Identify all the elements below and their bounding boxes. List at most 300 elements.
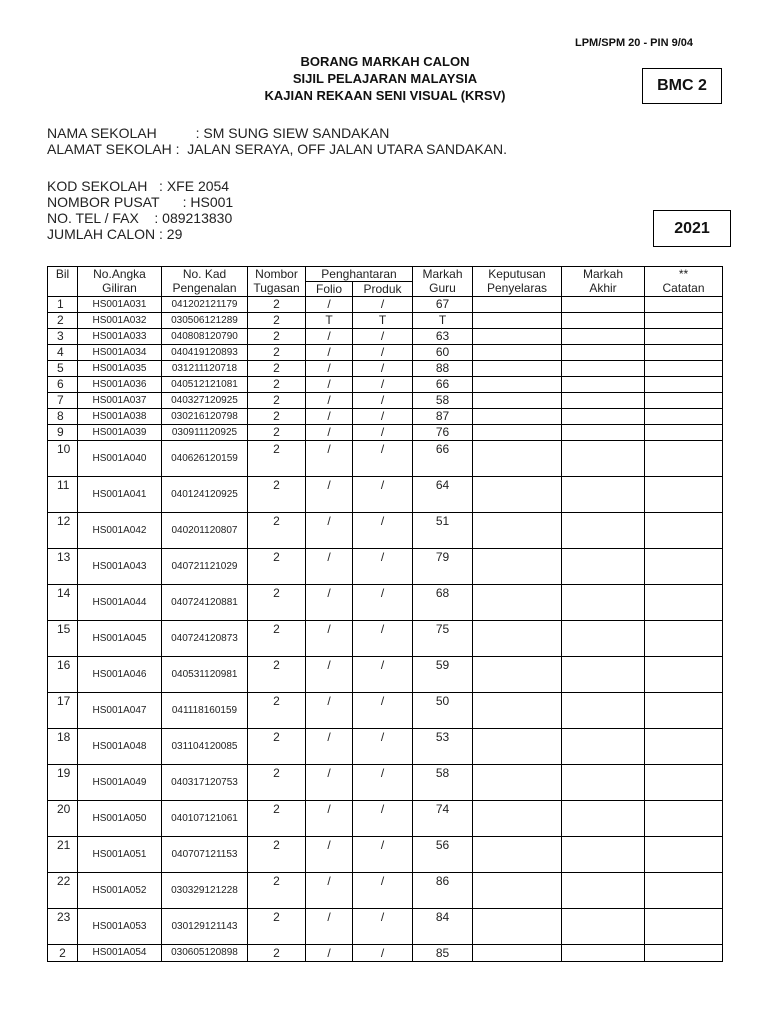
candidate-count-value: 29 (162, 226, 183, 242)
angka-giliran-cell: HS001A037 (78, 393, 162, 409)
produk-cell: / (353, 329, 413, 345)
tel-fax-label: NO. TEL / FAX : (47, 210, 159, 226)
title-line-1: BORANG MARKAH CALON (300, 54, 470, 69)
keputusan-penyelaras-cell (473, 297, 562, 313)
bil-cell: 7 (48, 393, 78, 409)
markah-akhir-cell (562, 765, 645, 801)
catatan-cell (645, 425, 723, 441)
produk-cell: / (353, 945, 413, 962)
center-number-label: NOMBOR PUSAT : (47, 194, 187, 210)
angka-giliran-cell: HS001A054 (78, 945, 162, 962)
folio-cell: / (306, 657, 353, 693)
table-row (48, 657, 723, 693)
catatan-cell (645, 329, 723, 345)
angka-giliran-cell: HS001A053 (78, 909, 162, 945)
markah-akhir-cell (562, 837, 645, 873)
markah-akhir-cell (562, 729, 645, 765)
bil-cell: 15 (48, 621, 78, 657)
header-no-angka-giliran: No.Angka Giliran (78, 267, 162, 297)
catatan-cell (645, 313, 723, 329)
kad-pengenalan-cell: 030329121228 (162, 873, 248, 909)
keputusan-penyelaras-cell (473, 513, 562, 549)
tugasan-cell: 2 (248, 657, 306, 693)
bil-cell: 18 (48, 729, 78, 765)
markah-guru-cell: 59 (413, 657, 473, 693)
angka-giliran-cell: HS001A041 (78, 477, 162, 513)
bil-cell: 17 (48, 693, 78, 729)
markah-akhir-cell (562, 549, 645, 585)
school-address-label: ALAMAT SEKOLAH : (47, 141, 180, 157)
markah-akhir-cell (562, 621, 645, 657)
produk-cell: / (353, 361, 413, 377)
header-markah-guru: Markah Guru (413, 267, 473, 297)
keputusan-penyelaras-cell (473, 621, 562, 657)
tugasan-cell: 2 (248, 313, 306, 329)
candidate-marks-table (47, 266, 723, 962)
catatan-cell (645, 361, 723, 377)
center-details (47, 178, 233, 242)
table-row (48, 837, 723, 873)
markah-akhir-cell (562, 693, 645, 729)
catatan-cell (645, 345, 723, 361)
markah-akhir-cell (562, 873, 645, 909)
bil-cell: 2 (48, 945, 78, 962)
markah-akhir-cell (562, 361, 645, 377)
markah-akhir-cell (562, 297, 645, 313)
folio-cell: / (306, 345, 353, 361)
markah-akhir-cell (562, 313, 645, 329)
catatan-cell (645, 409, 723, 425)
table-row (48, 909, 723, 945)
bil-cell: 8 (48, 409, 78, 425)
tugasan-cell: 2 (248, 549, 306, 585)
table-row (48, 729, 723, 765)
markah-akhir-cell (562, 909, 645, 945)
markah-guru-cell: 85 (413, 945, 473, 962)
center-number-row (47, 194, 233, 210)
keputusan-penyelaras-cell (473, 837, 562, 873)
angka-giliran-cell: HS001A050 (78, 801, 162, 837)
produk-cell: / (353, 477, 413, 513)
catatan-cell (645, 393, 723, 409)
school-code-value: XFE 2054 (162, 178, 230, 194)
catatan-cell (645, 945, 723, 962)
catatan-cell (645, 441, 723, 477)
markah-guru-cell: 66 (413, 377, 473, 393)
folio-cell: / (306, 441, 353, 477)
form-title (200, 53, 570, 104)
tugasan-cell: 2 (248, 377, 306, 393)
table-row (48, 873, 723, 909)
school-details (47, 125, 507, 157)
kad-pengenalan-cell: 041118160159 (162, 693, 248, 729)
markah-guru-cell: 58 (413, 765, 473, 801)
markah-guru-cell: 84 (413, 909, 473, 945)
tugasan-cell: 2 (248, 801, 306, 837)
markah-guru-cell: 50 (413, 693, 473, 729)
markah-akhir-cell (562, 329, 645, 345)
catatan-cell (645, 477, 723, 513)
keputusan-penyelaras-cell (473, 729, 562, 765)
table-row (48, 693, 723, 729)
kad-pengenalan-cell: 030911120925 (162, 425, 248, 441)
produk-cell: / (353, 693, 413, 729)
tugasan-cell: 2 (248, 441, 306, 477)
keputusan-penyelaras-cell (473, 765, 562, 801)
kad-pengenalan-cell: 030605120898 (162, 945, 248, 962)
header-keputusan-penyelaras: Keputusan Penyelaras (473, 267, 562, 297)
catatan-cell (645, 837, 723, 873)
kad-pengenalan-cell: 041202121179 (162, 297, 248, 313)
produk-cell: / (353, 425, 413, 441)
tugasan-cell: 2 (248, 393, 306, 409)
angka-giliran-cell: HS001A031 (78, 297, 162, 313)
candidate-count-label: JUMLAH CALON : (47, 226, 163, 242)
catatan-cell (645, 377, 723, 393)
tugasan-cell: 2 (248, 477, 306, 513)
angka-giliran-cell: HS001A049 (78, 765, 162, 801)
keputusan-penyelaras-cell (473, 345, 562, 361)
angka-giliran-cell: HS001A043 (78, 549, 162, 585)
angka-giliran-cell: HS001A048 (78, 729, 162, 765)
produk-cell: / (353, 377, 413, 393)
kad-pengenalan-cell: 040419120893 (162, 345, 248, 361)
school-address-value: JALAN SERAYA, OFF JALAN UTARA SANDAKAN. (179, 141, 508, 157)
header-no-kad-pengenalan: No. Kad Pengenalan (162, 267, 248, 297)
tugasan-cell: 2 (248, 513, 306, 549)
catatan-cell (645, 657, 723, 693)
table-row (48, 477, 723, 513)
angka-giliran-cell: HS001A045 (78, 621, 162, 657)
school-name-label: NAMA SEKOLAH : (47, 125, 200, 141)
keputusan-penyelaras-cell (473, 549, 562, 585)
bil-cell: 2 (48, 313, 78, 329)
header-catatan: ** Catatan (645, 267, 723, 297)
keputusan-penyelaras-cell (473, 441, 562, 477)
markah-guru-cell: 51 (413, 513, 473, 549)
keputusan-penyelaras-cell (473, 657, 562, 693)
bil-cell: 13 (48, 549, 78, 585)
header-bil: Bil (48, 267, 78, 297)
bil-cell: 19 (48, 765, 78, 801)
markah-guru-cell: 87 (413, 409, 473, 425)
bil-cell: 23 (48, 909, 78, 945)
produk-cell: / (353, 393, 413, 409)
tugasan-cell: 2 (248, 909, 306, 945)
header-markah-akhir: Markah Akhir (562, 267, 645, 297)
angka-giliran-cell: HS001A040 (78, 441, 162, 477)
bil-cell: 20 (48, 801, 78, 837)
tugasan-cell: 2 (248, 345, 306, 361)
folio-cell: / (306, 945, 353, 962)
bil-cell: 11 (48, 477, 78, 513)
keputusan-penyelaras-cell (473, 477, 562, 513)
kad-pengenalan-cell: 040107121061 (162, 801, 248, 837)
kad-pengenalan-cell: 040124120925 (162, 477, 248, 513)
markah-guru-cell: 79 (413, 549, 473, 585)
markah-guru-cell: T (413, 313, 473, 329)
table-row (48, 441, 723, 477)
bil-cell: 6 (48, 377, 78, 393)
bil-cell: 1 (48, 297, 78, 313)
table-row (48, 549, 723, 585)
table-row (48, 513, 723, 549)
bil-cell: 22 (48, 873, 78, 909)
catatan-cell (645, 513, 723, 549)
markah-akhir-cell (562, 441, 645, 477)
table-row (48, 621, 723, 657)
folio-cell: / (306, 425, 353, 441)
markah-guru-cell: 67 (413, 297, 473, 313)
tel-fax-value: 089213830 (158, 210, 233, 226)
folio-cell: / (306, 297, 353, 313)
produk-cell: / (353, 549, 413, 585)
table-row (48, 425, 723, 441)
year-box: 2021 (653, 210, 731, 247)
produk-cell: / (353, 909, 413, 945)
folio-cell: / (306, 729, 353, 765)
header-folio: Folio (306, 282, 353, 297)
markah-akhir-cell (562, 945, 645, 962)
markah-guru-cell: 66 (413, 441, 473, 477)
markah-guru-cell: 63 (413, 329, 473, 345)
candidate-count-row (47, 226, 233, 242)
folio-cell: / (306, 765, 353, 801)
form-code-box: BMC 2 (642, 68, 722, 104)
table-row (48, 345, 723, 361)
produk-cell: / (353, 345, 413, 361)
bil-cell: 9 (48, 425, 78, 441)
catatan-cell (645, 729, 723, 765)
folio-cell: / (306, 393, 353, 409)
tel-fax-row (47, 210, 233, 226)
bil-cell: 3 (48, 329, 78, 345)
catatan-cell (645, 909, 723, 945)
folio-cell: / (306, 477, 353, 513)
keputusan-penyelaras-cell (473, 425, 562, 441)
folio-cell: / (306, 693, 353, 729)
table-row (48, 361, 723, 377)
produk-cell: / (353, 837, 413, 873)
keputusan-penyelaras-cell (473, 801, 562, 837)
angka-giliran-cell: HS001A042 (78, 513, 162, 549)
folio-cell: / (306, 585, 353, 621)
angka-giliran-cell: HS001A047 (78, 693, 162, 729)
header-nombor-tugasan: Nombor Tugasan (248, 267, 306, 297)
folio-cell: / (306, 361, 353, 377)
table-row (48, 393, 723, 409)
markah-akhir-cell (562, 477, 645, 513)
tugasan-cell: 2 (248, 361, 306, 377)
catatan-cell (645, 801, 723, 837)
kad-pengenalan-cell: 040721121029 (162, 549, 248, 585)
markah-guru-cell: 56 (413, 837, 473, 873)
keputusan-penyelaras-cell (473, 393, 562, 409)
markah-guru-cell: 53 (413, 729, 473, 765)
produk-cell: / (353, 409, 413, 425)
kad-pengenalan-cell: 040531120981 (162, 657, 248, 693)
keputusan-penyelaras-cell (473, 873, 562, 909)
folio-cell: T (306, 313, 353, 329)
angka-giliran-cell: HS001A036 (78, 377, 162, 393)
school-name-value: SM SUNG SIEW SANDAKAN (199, 125, 390, 141)
bil-cell: 5 (48, 361, 78, 377)
keputusan-penyelaras-cell (473, 361, 562, 377)
table-row (48, 377, 723, 393)
catatan-cell (645, 621, 723, 657)
markah-akhir-cell (562, 425, 645, 441)
header-row-1 (48, 267, 723, 282)
keputusan-penyelaras-cell (473, 377, 562, 393)
kad-pengenalan-cell: 040626120159 (162, 441, 248, 477)
kad-pengenalan-cell: 030506121289 (162, 313, 248, 329)
kad-pengenalan-cell: 030216120798 (162, 409, 248, 425)
folio-cell: / (306, 329, 353, 345)
school-address-row (47, 141, 507, 157)
angka-giliran-cell: HS001A035 (78, 361, 162, 377)
table-row (48, 801, 723, 837)
folio-cell: / (306, 873, 353, 909)
catatan-cell (645, 765, 723, 801)
markah-akhir-cell (562, 393, 645, 409)
kad-pengenalan-cell: 031211120718 (162, 361, 248, 377)
form-reference-code: LPM/SPM 20 - PIN 9/04 (575, 37, 693, 49)
markah-akhir-cell (562, 585, 645, 621)
catatan-cell (645, 693, 723, 729)
angka-giliran-cell: HS001A039 (78, 425, 162, 441)
angka-giliran-cell: HS001A044 (78, 585, 162, 621)
markah-guru-cell: 75 (413, 621, 473, 657)
bil-cell: 10 (48, 441, 78, 477)
folio-cell: / (306, 513, 353, 549)
angka-giliran-cell: HS001A038 (78, 409, 162, 425)
markah-akhir-cell (562, 801, 645, 837)
angka-giliran-cell: HS001A051 (78, 837, 162, 873)
catatan-cell (645, 297, 723, 313)
title-line-2: SIJIL PELAJARAN MALAYSIA (292, 71, 478, 86)
kad-pengenalan-cell: 040808120790 (162, 329, 248, 345)
produk-cell: / (353, 297, 413, 313)
tugasan-cell: 2 (248, 729, 306, 765)
bil-cell: 14 (48, 585, 78, 621)
kad-pengenalan-cell: 031104120085 (162, 729, 248, 765)
kad-pengenalan-cell: 040724120881 (162, 585, 248, 621)
kad-pengenalan-cell: 040317120753 (162, 765, 248, 801)
table-row (48, 409, 723, 425)
keputusan-penyelaras-cell (473, 409, 562, 425)
tugasan-cell: 2 (248, 765, 306, 801)
bil-cell: 4 (48, 345, 78, 361)
markah-guru-cell: 60 (413, 345, 473, 361)
markah-akhir-cell (562, 409, 645, 425)
school-name-row (47, 125, 507, 141)
table-row (48, 313, 723, 329)
kad-pengenalan-cell: 040707121153 (162, 837, 248, 873)
table-row (48, 329, 723, 345)
tugasan-cell: 2 (248, 409, 306, 425)
tugasan-cell: 2 (248, 425, 306, 441)
kad-pengenalan-cell: 040512121081 (162, 377, 248, 393)
angka-giliran-cell: HS001A034 (78, 345, 162, 361)
folio-cell: / (306, 409, 353, 425)
table-body (48, 297, 723, 962)
folio-cell: / (306, 801, 353, 837)
keputusan-penyelaras-cell (473, 585, 562, 621)
bil-cell: 21 (48, 837, 78, 873)
markah-akhir-cell (562, 345, 645, 361)
produk-cell: / (353, 621, 413, 657)
tugasan-cell: 2 (248, 621, 306, 657)
catatan-cell (645, 585, 723, 621)
markah-guru-cell: 86 (413, 873, 473, 909)
center-number-value: HS001 (186, 194, 234, 210)
bil-cell: 12 (48, 513, 78, 549)
catatan-cell (645, 549, 723, 585)
folio-cell: / (306, 377, 353, 393)
kad-pengenalan-cell: 030129121143 (162, 909, 248, 945)
markah-guru-cell: 58 (413, 393, 473, 409)
angka-giliran-cell: HS001A032 (78, 313, 162, 329)
produk-cell: / (353, 513, 413, 549)
table-row (48, 297, 723, 313)
catatan-cell (645, 873, 723, 909)
keputusan-penyelaras-cell (473, 909, 562, 945)
table-row (48, 945, 723, 962)
produk-cell: / (353, 765, 413, 801)
school-code-label: KOD SEKOLAH : (47, 178, 163, 194)
table-row (48, 765, 723, 801)
keputusan-penyelaras-cell (473, 945, 562, 962)
folio-cell: / (306, 549, 353, 585)
header-produk: Produk (353, 282, 413, 297)
folio-cell: / (306, 837, 353, 873)
produk-cell: / (353, 801, 413, 837)
produk-cell: / (353, 585, 413, 621)
markah-akhir-cell (562, 513, 645, 549)
tugasan-cell: 2 (248, 329, 306, 345)
produk-cell: / (353, 441, 413, 477)
bil-cell: 16 (48, 657, 78, 693)
angka-giliran-cell: HS001A033 (78, 329, 162, 345)
produk-cell: T (353, 313, 413, 329)
keputusan-penyelaras-cell (473, 693, 562, 729)
tugasan-cell: 2 (248, 693, 306, 729)
kad-pengenalan-cell: 040724120873 (162, 621, 248, 657)
markah-guru-cell: 76 (413, 425, 473, 441)
kad-pengenalan-cell: 040201120807 (162, 513, 248, 549)
tugasan-cell: 2 (248, 873, 306, 909)
kad-pengenalan-cell: 040327120925 (162, 393, 248, 409)
folio-cell: / (306, 621, 353, 657)
folio-cell: / (306, 909, 353, 945)
markah-guru-cell: 88 (413, 361, 473, 377)
title-line-3: KAJIAN REKAAN SENI VISUAL (KRSV) (264, 88, 506, 103)
produk-cell: / (353, 729, 413, 765)
table-row (48, 585, 723, 621)
school-code-row (47, 178, 233, 194)
tugasan-cell: 2 (248, 585, 306, 621)
markah-guru-cell: 64 (413, 477, 473, 513)
angka-giliran-cell: HS001A046 (78, 657, 162, 693)
markah-akhir-cell (562, 377, 645, 393)
tugasan-cell: 2 (248, 297, 306, 313)
produk-cell: / (353, 873, 413, 909)
header-penghantaran: Penghantaran (306, 267, 413, 282)
keputusan-penyelaras-cell (473, 329, 562, 345)
markah-akhir-cell (562, 657, 645, 693)
angka-giliran-cell: HS001A052 (78, 873, 162, 909)
markah-guru-cell: 74 (413, 801, 473, 837)
